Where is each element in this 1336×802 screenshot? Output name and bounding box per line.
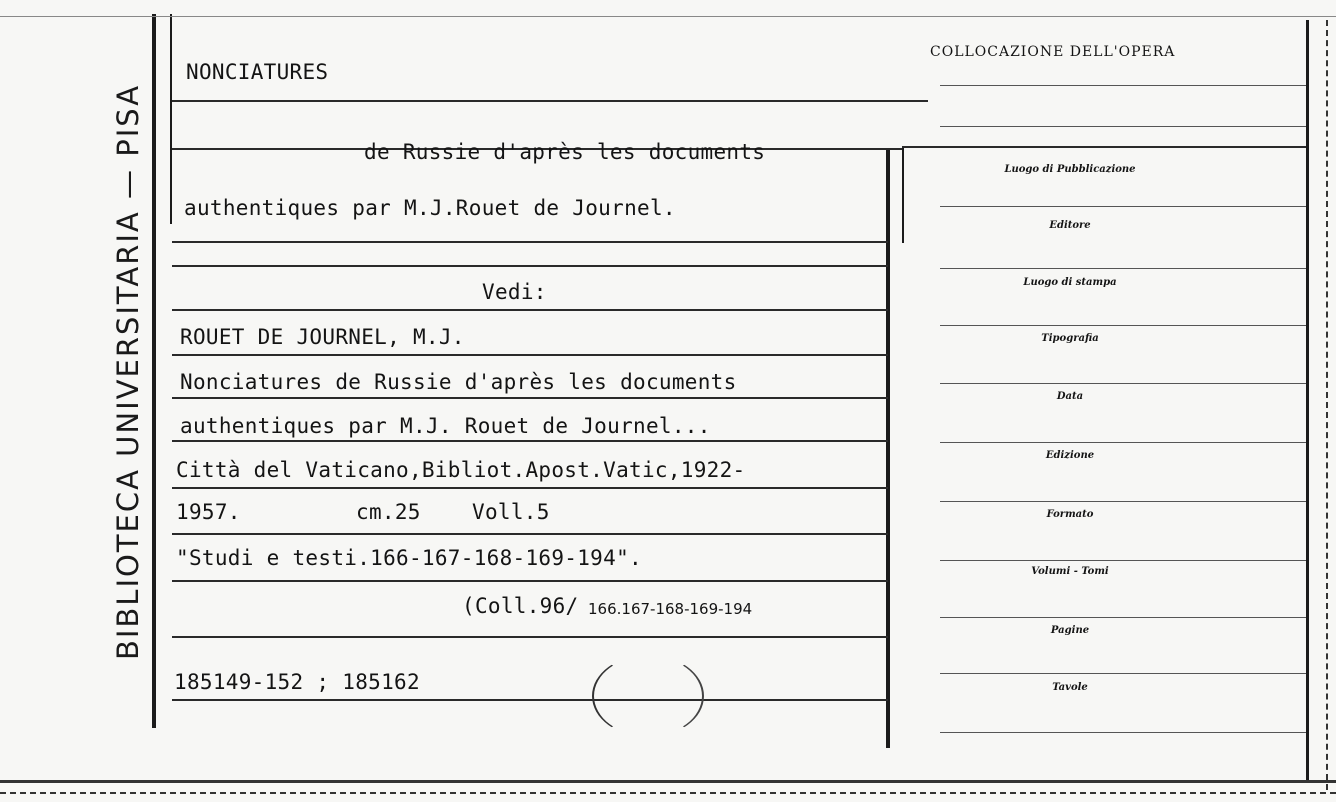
left-margin-rule: [152, 14, 156, 728]
collocazione-rule: [940, 383, 1306, 384]
see-reference: Vedi:: [482, 280, 547, 304]
collocazione-rule: [940, 673, 1306, 674]
catalog-line: de Russie d'après les documents: [364, 140, 766, 164]
inventory-numbers: 185149-152 ; 185162: [174, 670, 420, 694]
library-name: BIBLIOTECA UNIVERSITARIA — PISA: [111, 83, 145, 661]
card-left-border-top: [170, 14, 172, 224]
end-year: 1957.: [176, 500, 241, 524]
field-editore: Editore: [1049, 220, 1091, 231]
ruled-line: [172, 309, 888, 311]
top-border: [0, 16, 1336, 17]
collocazione-rule: [902, 146, 1306, 148]
handwritten-volumes: 166.167-168-169-194: [588, 600, 753, 618]
ruled-line: [172, 241, 888, 243]
ruled-line: [172, 636, 888, 638]
collocazione-rule: [940, 560, 1306, 561]
collocazione-rule: [940, 501, 1306, 502]
publication-line: Città del Vaticano,Bibliot.Apost.Vatic,1922-: [176, 458, 746, 482]
bottom-border: [0, 780, 1336, 783]
collocazione-left-rule: [886, 148, 890, 748]
ruled-line: [172, 699, 888, 701]
ruled-line: [172, 354, 888, 356]
ruled-line: [172, 533, 888, 535]
field-formato: Formato: [1046, 509, 1094, 520]
series-line: "Studi e testi.166-167-168-169-194".: [176, 546, 642, 570]
collocazione-rule: [940, 325, 1306, 326]
heading-word: NONCIATURES: [186, 60, 329, 84]
ruled-line: [172, 580, 888, 582]
field-edizione: Edizione: [1045, 450, 1095, 461]
collocazione-header: COLLOCAZIONE DELL'OPERA: [930, 44, 1176, 60]
bottom-dashed-border: [0, 792, 1336, 794]
field-luogo-stampa: Luogo di stampa: [1023, 277, 1117, 288]
field-volumi-tomi: Volumi - Tomi: [1031, 566, 1109, 577]
collocazione-rule: [940, 442, 1306, 443]
field-pagine: Pagine: [1050, 625, 1090, 636]
collocazione-inner-rule: [902, 148, 904, 243]
right-dashed-edge: [1326, 20, 1328, 790]
ruled-line: [172, 397, 888, 399]
format-size: cm.25: [356, 500, 421, 524]
ruled-line: [172, 440, 888, 442]
ruled-line: [172, 487, 888, 489]
field-tavole: Tavole: [1052, 682, 1088, 693]
card-right-border: [1306, 20, 1309, 780]
ruled-line: [172, 100, 928, 102]
author-heading: ROUET DE JOURNEL, M.J.: [180, 325, 465, 349]
collocazione-rule: [940, 268, 1306, 269]
ruled-line: [172, 265, 888, 267]
field-data: Data: [1056, 391, 1084, 402]
catalog-line: authentiques par M.J. Rouet de Journel...: [180, 414, 711, 438]
volume-count: Voll.5: [472, 500, 550, 524]
field-luogo-pubblicazione: Luogo di Pubblicazione: [1004, 164, 1136, 175]
collection-ref: (Coll.96/: [462, 594, 579, 618]
collocazione-rule: [940, 732, 1306, 733]
collocazione-rule: [940, 126, 1306, 127]
field-tipografia: Tipografia: [1041, 333, 1099, 344]
collocazione-rule: [940, 85, 1306, 86]
collocazione-rule: [940, 206, 1306, 207]
catalog-line: Nonciatures de Russie d'après les documents: [180, 370, 737, 394]
catalog-line: authentiques par M.J.Rouet de Journel.: [184, 196, 676, 220]
circular-stamp: [592, 655, 704, 737]
collocazione-rule: [940, 617, 1306, 618]
